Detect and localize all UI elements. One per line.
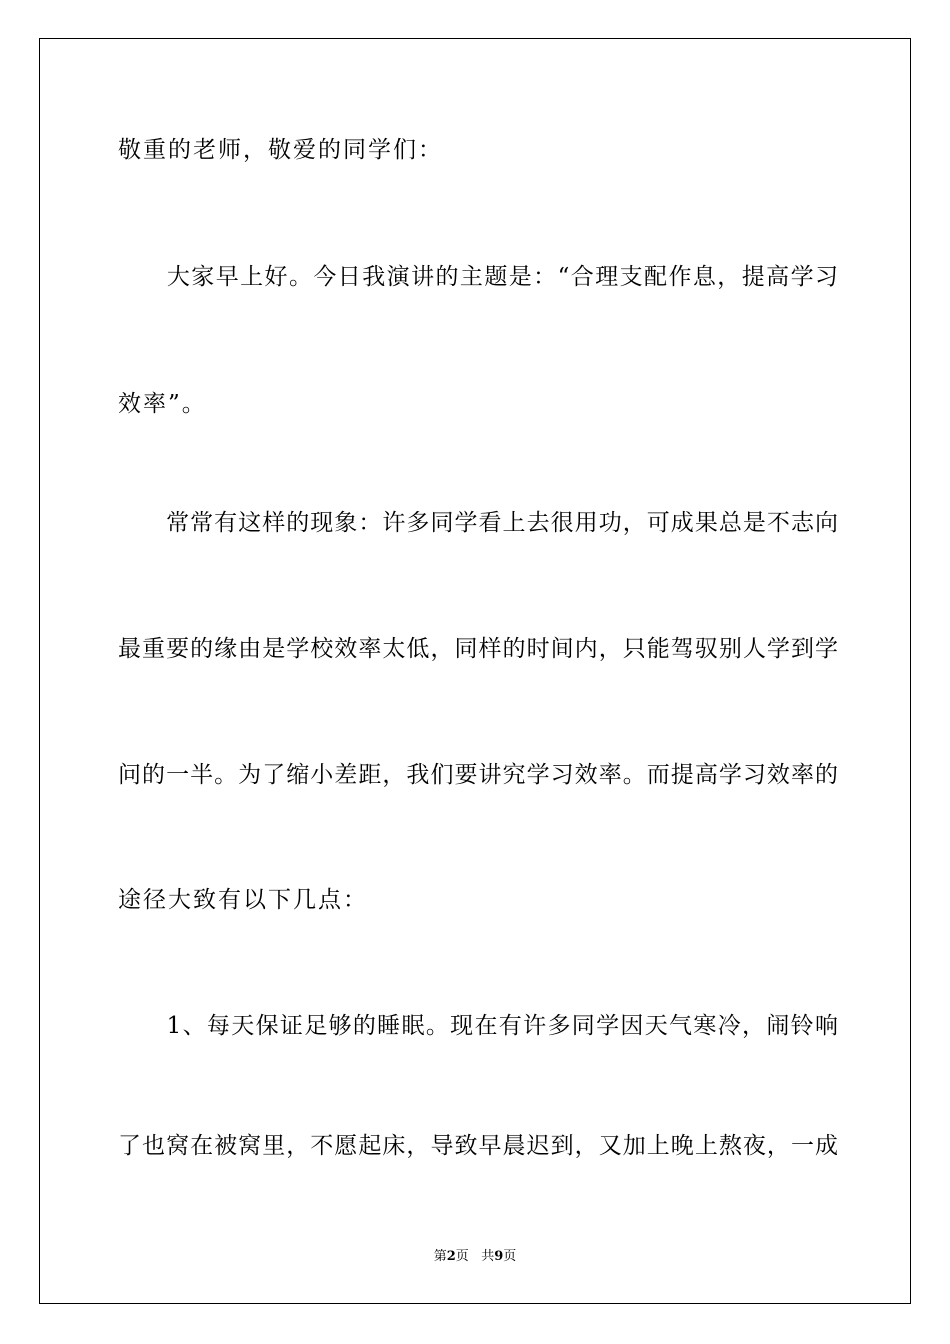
paragraph-line: 最重要的缘由是学校效率太低，同样的时间内，只能驾驭别人学到学: [118, 636, 838, 662]
salutation-line: 敬重的老师，敬爱的同学们：: [118, 137, 443, 163]
paragraph-line: 问的一半。为了缩小差距，我们要讲究学习效率。而提高学习效率的: [118, 762, 838, 788]
page-suffix: 页: [455, 1249, 469, 1264]
paragraph-line: 途径大致有以下几点：: [118, 887, 368, 913]
paragraph-line: 常常有这样的现象：许多同学看上去很用功，可成果总是不志向: [118, 510, 838, 536]
paragraph-line: 1、每天保证足够的睡眠。现在有许多同学因天气寒冷，闹铃响: [118, 1013, 838, 1039]
paragraph-line: 大家早上好。今日我演讲的主题是：“合理支配作息，提高学习: [118, 264, 838, 290]
page-prefix: 第: [433, 1249, 447, 1264]
total-pages: 9: [494, 1249, 504, 1264]
paragraph-line: 效率”。: [118, 391, 207, 417]
page-footer: [0, 1248, 950, 1266]
paragraph-line: 了也窝在被窝里，不愿起床，导致早晨迟到，又加上晚上熬夜，一成: [118, 1133, 838, 1159]
total-prefix: 共: [481, 1249, 495, 1264]
page-border: [39, 38, 911, 1304]
total-suffix: 页: [503, 1249, 517, 1264]
page-number: 2: [446, 1249, 456, 1264]
